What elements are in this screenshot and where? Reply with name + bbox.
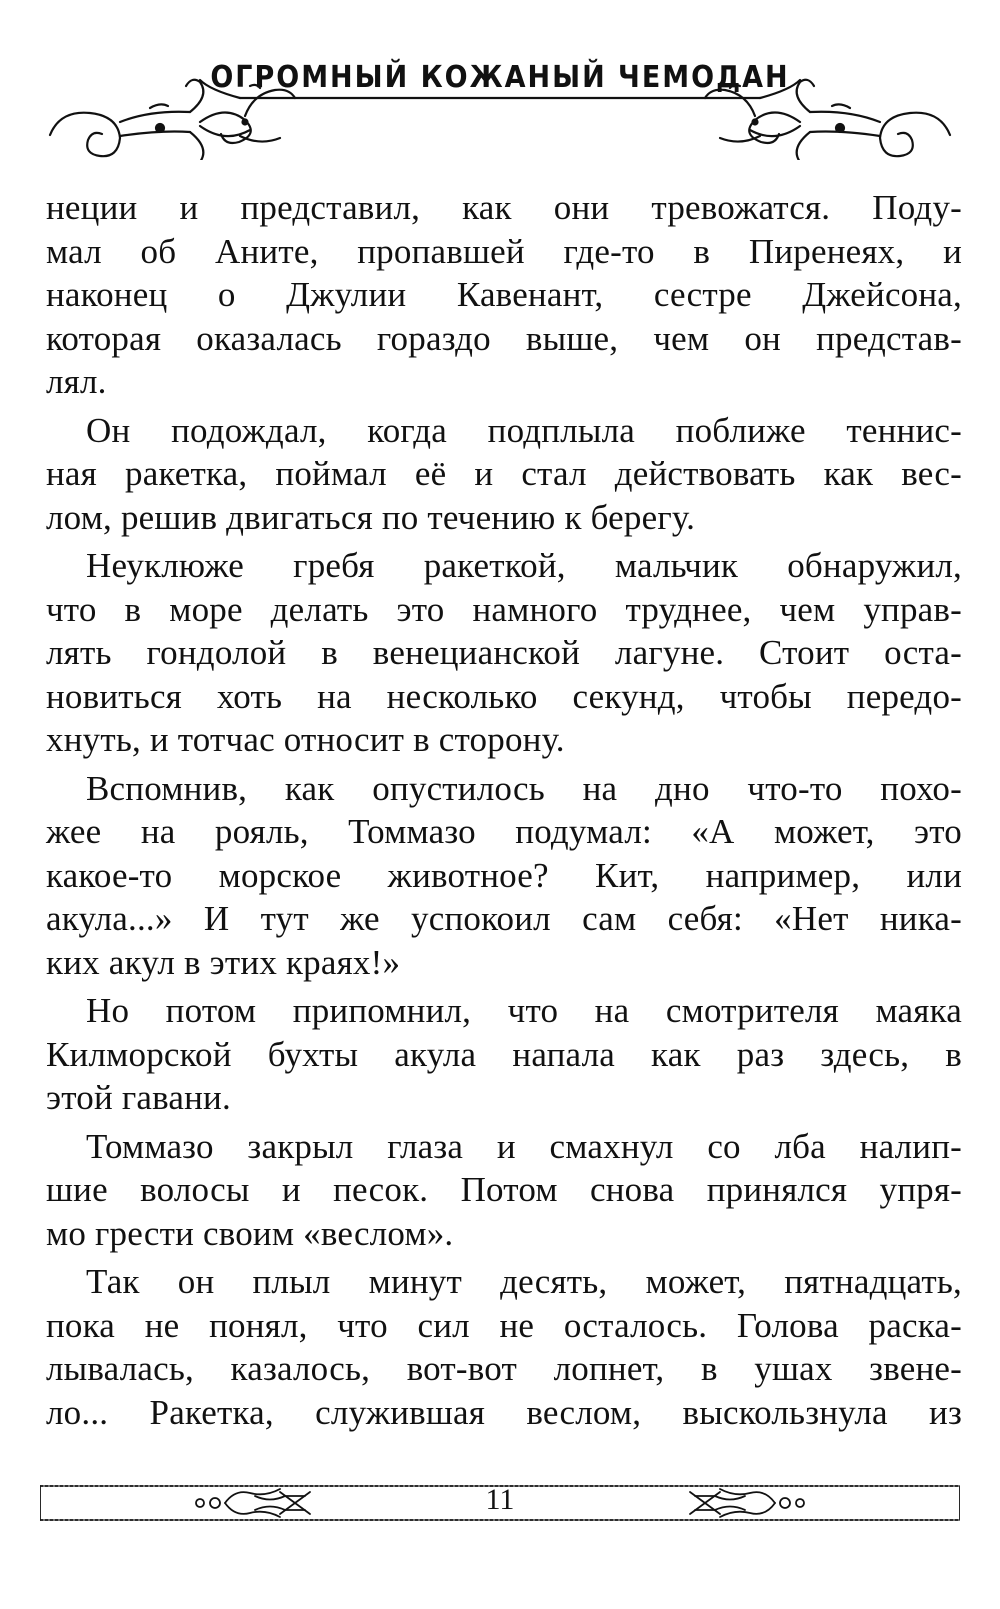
text-line: наконец о Джулии Кавенант, сестре Джейсона, <box>46 275 962 314</box>
text-line: жее на рояль, Томмазо подумал: «А может, это <box>46 812 962 851</box>
paragraph-5 <box>46 989 962 1120</box>
page-header <box>0 50 1000 160</box>
text-line: что в море делать это намного труднее, чем управ- <box>46 589 962 629</box>
text-line: пока не понял, что сил не осталось. Голова раска- <box>46 1305 962 1345</box>
text-line: Но потом припомнил, что на смотрителя маяка <box>86 991 962 1030</box>
paragraph-4 <box>46 767 962 985</box>
text-line: Вспомнив, как опустилось на дно что-то похо- <box>86 768 962 808</box>
paragraph-7 <box>46 1260 962 1434</box>
text-line: которая оказалась гораздо выше, чем он представ- <box>46 318 962 358</box>
text-line: ких акул в этих краях!» <box>46 942 401 982</box>
text-line: лом, решив двигаться по течению к берегу. <box>46 497 696 537</box>
text-line: мал об Аните, пропавшей где-то в Пиренеях, и <box>46 231 962 271</box>
page-number: 11 <box>485 1483 515 1516</box>
paragraph-1 <box>46 186 962 404</box>
text-line: Томмазо закрыл глаза и смахнул со лба налип- <box>86 1126 962 1166</box>
text-line: лять гондолой в венецианской лагуне. Стоит оста- <box>46 633 962 672</box>
page-footer <box>40 1478 960 1528</box>
text-line: Он подождал, когда подплыла поближе теннис- <box>86 410 962 450</box>
text-line: Килморской бухты акула напала как раз здесь, в <box>46 1034 962 1074</box>
running-title: ОГРОМНЫЙ КОЖАНЫЙ ЧЕМОДАН <box>210 60 790 95</box>
text-line: мо грести своим «веслом». <box>46 1213 454 1253</box>
text-line: лывалась, казалось, вот-вот лопнет, в ушах звене- <box>46 1349 962 1388</box>
text-line: шие волосы и песок. Потом снова принялся упря- <box>46 1170 962 1209</box>
text-line: хнуть, и тотчас относит в сторону. <box>46 720 565 759</box>
body-text <box>46 186 962 1439</box>
paragraph-3 <box>46 544 962 762</box>
text-line: лял. <box>46 362 107 401</box>
text-line: Неуклюже гребя ракеткой, мальчик обнаружил, <box>86 546 962 585</box>
text-line: какое-то морское животное? Кит, например, или <box>46 855 962 895</box>
text-line: акула...» И тут же успокоил сам себя: «Нет ника- <box>46 899 962 938</box>
paragraph-2 <box>46 409 962 540</box>
text-line: новиться хоть на несколько секунд, чтобы передо- <box>46 676 962 716</box>
paragraph-6 <box>46 1125 962 1256</box>
text-line: этой гавани. <box>46 1078 231 1117</box>
text-line: ная ракетка, поймал её и стал действовать как вес- <box>46 454 962 493</box>
text-line: ло... Ракетка, служившая веслом, выскользнула из <box>46 1392 962 1432</box>
text-line: Так он плыл минут десять, может, пятнадцать, <box>86 1262 962 1301</box>
text-line: неции и представил, как они тревожатся. Поду- <box>46 188 962 227</box>
